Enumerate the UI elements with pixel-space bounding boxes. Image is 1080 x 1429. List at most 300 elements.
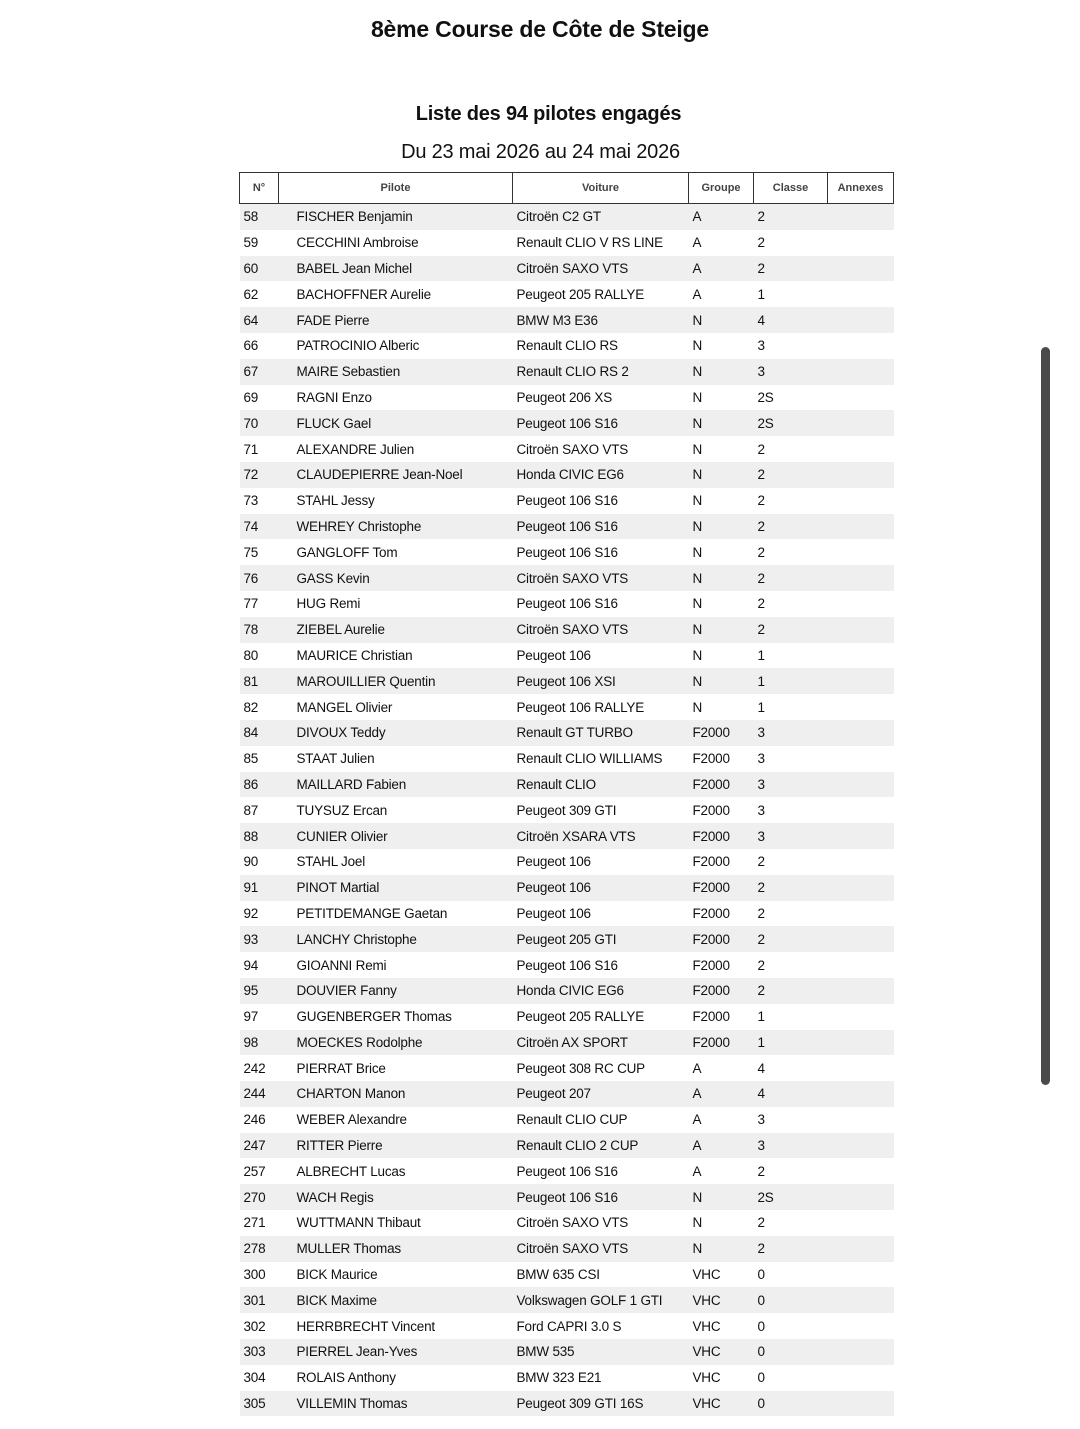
cell-class: 1 (757, 286, 765, 302)
cell-number: 77 (243, 596, 259, 612)
table-row (240, 410, 894, 436)
cell-car: Citroën SAXO VTS (516, 441, 629, 457)
column-header-car: Voiture (513, 173, 689, 204)
cell-group: N (692, 312, 703, 328)
cell-number: 72 (243, 467, 259, 483)
cell-annexes (828, 1287, 894, 1313)
cell-annexes (828, 204, 894, 230)
cell-number: 91 (243, 880, 259, 896)
cell-number: 246 (243, 1112, 266, 1128)
cell-annexes (828, 1004, 894, 1030)
cell-class: 2 (757, 467, 765, 483)
table-row (240, 436, 894, 462)
cell-class: 2 (757, 1241, 765, 1257)
cell-group: VHC (692, 1267, 721, 1283)
cell-group: A (692, 1138, 702, 1154)
cell-annexes (828, 1133, 894, 1159)
cell-number: 73 (243, 493, 259, 509)
cell-group: N (692, 1241, 703, 1257)
cell-class: 0 (757, 1318, 765, 1334)
table-row (240, 488, 894, 514)
cell-number: 98 (243, 1034, 259, 1050)
cell-annexes (828, 643, 894, 669)
cell-class: 2 (757, 1163, 765, 1179)
cell-number: 66 (243, 338, 259, 354)
cell-number: 81 (243, 673, 259, 689)
cell-class: 1 (757, 699, 765, 715)
table-row (240, 462, 894, 488)
cell-class: 2S (757, 1189, 774, 1205)
cell-pilot: MAILLARD Fabien (296, 776, 407, 792)
cell-class: 4 (757, 1086, 765, 1102)
cell-group: N (692, 389, 703, 405)
table-row (240, 539, 894, 565)
cell-car: Peugeot 205 GTI (516, 931, 617, 947)
cell-annexes (828, 746, 894, 772)
cell-annexes (828, 1210, 894, 1236)
cell-annexes (828, 694, 894, 720)
table-row (240, 643, 894, 669)
cell-class: 2S (757, 389, 774, 405)
cell-group: VHC (692, 1370, 721, 1386)
cell-class: 2 (757, 235, 765, 251)
cell-group: A (692, 286, 702, 302)
cell-annexes (828, 230, 894, 256)
cell-group: F2000 (692, 931, 730, 947)
table-row (240, 1262, 894, 1288)
cell-car: Peugeot 106 S16 (516, 415, 618, 431)
cell-car: Renault CLIO RS (516, 338, 618, 354)
cell-group: VHC (692, 1344, 721, 1360)
cell-car: BMW 323 E21 (516, 1370, 602, 1386)
cell-pilot: DOUVIER Fanny (296, 983, 397, 999)
cell-annexes (828, 1313, 894, 1339)
cell-number: 301 (243, 1292, 266, 1308)
cell-group: A (692, 235, 702, 251)
cell-pilot: PINOT Martial (296, 880, 380, 896)
cell-pilot: CECCHINI Ambroise (296, 235, 419, 251)
cell-pilot: LANCHY Christophe (296, 931, 417, 947)
cell-number: 270 (243, 1189, 266, 1205)
cell-class: 2 (757, 260, 765, 276)
cell-car: Renault CLIO 2 CUP (516, 1138, 639, 1154)
cell-annexes (828, 1339, 894, 1365)
cell-annexes (828, 668, 894, 694)
cell-pilot: WEBER Alexandre (296, 1112, 407, 1128)
cell-pilot: GASS Kevin (296, 570, 370, 586)
cell-class: 2 (757, 854, 765, 870)
cell-pilot: PETITDEMANGE Gaetan (296, 905, 448, 921)
cell-car: Renault CLIO V RS LINE (516, 235, 663, 251)
table-row (240, 514, 894, 540)
cell-annexes (828, 359, 894, 385)
entry-list-subtitle: Liste des 94 pilotes engagés (415, 103, 682, 125)
cell-car: BMW M3 E36 (516, 312, 598, 328)
cell-pilot: VILLEMIN Thomas (296, 1396, 408, 1412)
cell-number: 97 (243, 1009, 259, 1025)
cell-annexes (828, 901, 894, 927)
cell-car: Citroën SAXO VTS (516, 622, 629, 638)
cell-number: 305 (243, 1396, 266, 1412)
table-row (240, 1133, 894, 1159)
cell-class: 2 (757, 931, 765, 947)
cell-annexes (828, 488, 894, 514)
cell-annexes (828, 849, 894, 875)
cell-class: 2S (757, 415, 774, 431)
table-row (240, 978, 894, 1004)
entry-list-table (239, 172, 894, 1416)
cell-car: Peugeot 106 S16 (516, 1163, 618, 1179)
cell-group: N (692, 647, 703, 663)
cell-group: N (692, 441, 703, 457)
cell-group: N (692, 1215, 703, 1231)
cell-annexes (828, 1107, 894, 1133)
table-header-row (240, 173, 894, 204)
cell-class: 2 (757, 622, 765, 638)
cell-pilot: CUNIER Olivier (296, 828, 388, 844)
cell-car: Peugeot 106 S16 (516, 544, 618, 560)
cell-group: F2000 (692, 983, 730, 999)
cell-class: 3 (757, 338, 765, 354)
cell-class: 1 (757, 673, 765, 689)
cell-car: Peugeot 205 RALLYE (516, 286, 644, 302)
cell-number: 303 (243, 1344, 266, 1360)
cell-pilot: STAAT Julien (296, 751, 375, 767)
cell-group: N (692, 518, 703, 534)
table-row (240, 617, 894, 643)
cell-car: Honda CIVIC EG6 (516, 467, 624, 483)
cell-class: 2 (757, 905, 765, 921)
cell-pilot: GANGLOFF Tom (296, 544, 398, 560)
table-row (240, 1158, 894, 1184)
cell-class: 3 (757, 725, 765, 741)
cell-pilot: FISCHER Benjamin (296, 209, 413, 225)
cell-pilot: ALBRECHT Lucas (296, 1163, 406, 1179)
cell-number: 278 (243, 1241, 266, 1257)
table-row (240, 1081, 894, 1107)
cell-annexes (828, 462, 894, 488)
cell-group: A (692, 1060, 702, 1076)
cell-annexes (828, 1030, 894, 1056)
cell-class: 3 (757, 364, 765, 380)
cell-number: 304 (243, 1370, 266, 1386)
cell-class: 1 (757, 647, 765, 663)
cell-car: Citroën C2 GT (516, 209, 601, 225)
column-header-number: N° (240, 173, 279, 204)
cell-annexes (828, 952, 894, 978)
cell-annexes (828, 1081, 894, 1107)
cell-car: Renault CLIO WILLIAMS (516, 751, 663, 767)
table-row (240, 1184, 894, 1210)
cell-class: 2 (757, 983, 765, 999)
cell-class: 2 (757, 570, 765, 586)
cell-car: Citroën SAXO VTS (516, 260, 629, 276)
cell-number: 58 (243, 209, 259, 225)
cell-class: 2 (757, 880, 765, 896)
table-row (240, 901, 894, 927)
cell-car: Citroën SAXO VTS (516, 570, 629, 586)
cell-group: N (692, 699, 703, 715)
cell-number: 84 (243, 725, 259, 741)
cell-annexes (828, 1055, 894, 1081)
cell-number: 86 (243, 776, 259, 792)
table-row (240, 307, 894, 333)
cell-annexes (828, 1262, 894, 1288)
cell-group: F2000 (692, 776, 730, 792)
table-row (240, 1055, 894, 1081)
table-row (240, 952, 894, 978)
cell-car: Peugeot 309 GTI 16S (516, 1396, 644, 1412)
cell-number: 59 (243, 235, 259, 251)
cell-class: 3 (757, 776, 765, 792)
cell-car: Citroën SAXO VTS (516, 1215, 629, 1231)
cell-pilot: MAURICE Christian (296, 647, 413, 663)
cell-number: 85 (243, 751, 259, 767)
cell-pilot: BABEL Jean Michel (296, 260, 412, 276)
cell-annexes (828, 514, 894, 540)
cell-group: N (692, 364, 703, 380)
cell-number: 75 (243, 544, 259, 560)
cell-pilot: ROLAIS Anthony (296, 1370, 396, 1386)
cell-pilot: MAIRE Sebastien (296, 364, 401, 380)
cell-class: 1 (757, 1034, 765, 1050)
cell-class: 2 (757, 441, 765, 457)
cell-class: 2 (757, 493, 765, 509)
cell-pilot: GIOANNI Remi (296, 957, 387, 973)
cell-group: N (692, 544, 703, 560)
table-row (240, 772, 894, 798)
table-row (240, 385, 894, 411)
cell-annexes (828, 617, 894, 643)
table-row (240, 1030, 894, 1056)
column-header-annexes: Annexes (828, 173, 894, 204)
table-row (240, 256, 894, 282)
cell-group: N (692, 415, 703, 431)
table-row (240, 591, 894, 617)
cell-car: Citroën SAXO VTS (516, 1241, 629, 1257)
column-header-pilot: Pilote (279, 173, 513, 204)
cell-group: N (692, 338, 703, 354)
cell-number: 242 (243, 1060, 266, 1076)
cell-pilot: RAGNI Enzo (296, 389, 372, 405)
cell-pilot: MAROUILLIER Quentin (296, 673, 436, 689)
cell-pilot: CLAUDEPIERRE Jean-Noel (296, 467, 463, 483)
cell-group: F2000 (692, 725, 730, 741)
cell-car: Peugeot 106 XSI (516, 673, 616, 689)
cell-group: A (692, 260, 702, 276)
cell-number: 80 (243, 647, 259, 663)
cell-group: N (692, 596, 703, 612)
column-header-class: Classe (754, 173, 828, 204)
cell-car: Peugeot 106 S16 (516, 957, 618, 973)
cell-class: 3 (757, 828, 765, 844)
cell-car: Peugeot 106 (516, 854, 591, 870)
cell-class: 2 (757, 596, 765, 612)
cell-annexes (828, 797, 894, 823)
cell-car: Peugeot 207 (516, 1086, 591, 1102)
table-row (240, 694, 894, 720)
cell-class: 3 (757, 1112, 765, 1128)
cell-annexes (828, 1184, 894, 1210)
cell-pilot: HUG Remi (296, 596, 361, 612)
cell-annexes (828, 410, 894, 436)
cell-class: 0 (757, 1396, 765, 1412)
table-row (240, 823, 894, 849)
cell-number: 90 (243, 854, 259, 870)
cell-pilot: MANGEL Olivier (296, 699, 393, 715)
cell-car: Renault CLIO RS 2 (516, 364, 629, 380)
cell-group: N (692, 673, 703, 689)
cell-annexes (828, 823, 894, 849)
cell-annexes (828, 591, 894, 617)
cell-number: 74 (243, 518, 259, 534)
cell-class: 2 (757, 209, 765, 225)
cell-number: 78 (243, 622, 259, 638)
cell-group: A (692, 1086, 702, 1102)
cell-class: 2 (757, 544, 765, 560)
cell-pilot: PATROCINIO Alberic (296, 338, 420, 354)
cell-car: Ford CAPRI 3.0 S (516, 1318, 622, 1334)
cell-annexes (828, 307, 894, 333)
cell-pilot: MOECKES Rodolphe (296, 1034, 423, 1050)
cell-car: Peugeot 106 (516, 905, 591, 921)
table-row (240, 1004, 894, 1030)
cell-annexes (828, 772, 894, 798)
cell-pilot: BICK Maxime (296, 1292, 377, 1308)
table-row (240, 1210, 894, 1236)
cell-pilot: WUTTMANN Thibaut (296, 1215, 421, 1231)
cell-pilot: ALEXANDRE Julien (296, 441, 415, 457)
cell-class: 2 (757, 957, 765, 973)
cell-annexes (828, 720, 894, 746)
cell-car: Peugeot 106 S16 (516, 518, 618, 534)
cell-pilot: TUYSUZ Ercan (296, 802, 388, 818)
table-row (240, 1107, 894, 1133)
table-row (240, 668, 894, 694)
cell-annexes (828, 978, 894, 1004)
cell-group: F2000 (692, 1034, 730, 1050)
cell-annexes (828, 385, 894, 411)
cell-car: Peugeot 106 (516, 880, 591, 896)
table-row (240, 333, 894, 359)
cell-pilot: WEHREY Christophe (296, 518, 422, 534)
cell-number: 70 (243, 415, 259, 431)
cell-group: N (692, 493, 703, 509)
table-row (240, 565, 894, 591)
cell-group: N (692, 1189, 703, 1205)
cell-pilot: WACH Regis (296, 1189, 374, 1205)
cell-pilot: ZIEBEL Aurelie (296, 622, 385, 638)
cell-class: 3 (757, 802, 765, 818)
cell-car: Peugeot 205 RALLYE (516, 1009, 644, 1025)
table-row (240, 1313, 894, 1339)
table-row (240, 746, 894, 772)
cell-group: A (692, 1163, 702, 1179)
cell-number: 64 (243, 312, 259, 328)
cell-annexes (828, 565, 894, 591)
event-date-range: Du 23 mai 2026 au 24 mai 2026 (401, 141, 680, 163)
table-row (240, 926, 894, 952)
table-row (240, 720, 894, 746)
cell-annexes (828, 256, 894, 282)
cell-number: 60 (243, 260, 259, 276)
cell-pilot: PIERRAT Brice (296, 1060, 386, 1076)
cell-group: F2000 (692, 802, 730, 818)
cell-class: 2 (757, 1215, 765, 1231)
cell-group: VHC (692, 1396, 721, 1412)
vertical-scrollbar[interactable] (1041, 347, 1050, 1085)
cell-number: 93 (243, 931, 259, 947)
cell-class: 4 (757, 312, 765, 328)
table-row (240, 1287, 894, 1313)
cell-group: F2000 (692, 854, 730, 870)
table-row (240, 281, 894, 307)
cell-annexes (828, 1365, 894, 1391)
cell-number: 271 (243, 1215, 266, 1231)
cell-car: Peugeot 106 (516, 647, 591, 663)
cell-pilot: BICK Maurice (296, 1267, 378, 1283)
cell-annexes (828, 1158, 894, 1184)
cell-car: Renault CLIO (516, 776, 596, 792)
cell-number: 88 (243, 828, 259, 844)
cell-pilot: FLUCK Gael (296, 415, 372, 431)
cell-pilot: HERRBRECHT Vincent (296, 1318, 435, 1334)
cell-car: Peugeot 309 GTI (516, 802, 617, 818)
cell-class: 3 (757, 1138, 765, 1154)
table-row (240, 875, 894, 901)
cell-class: 4 (757, 1060, 765, 1076)
cell-annexes (828, 1236, 894, 1262)
cell-group: VHC (692, 1292, 721, 1308)
cell-group: A (692, 209, 702, 225)
cell-pilot: GUGENBERGER Thomas (296, 1009, 452, 1025)
cell-car: Peugeot 106 S16 (516, 1189, 618, 1205)
cell-number: 95 (243, 983, 259, 999)
table-row (240, 1236, 894, 1262)
cell-car: Peugeot 106 S16 (516, 596, 618, 612)
cell-car: Renault GT TURBO (516, 725, 633, 741)
cell-pilot: FADE Pierre (296, 312, 370, 328)
cell-pilot: STAHL Joel (296, 854, 366, 870)
cell-number: 71 (243, 441, 259, 457)
table-body (240, 204, 894, 1417)
cell-annexes (828, 436, 894, 462)
cell-class: 0 (757, 1292, 765, 1308)
table-row (240, 359, 894, 385)
cell-annexes (828, 1391, 894, 1417)
cell-number: 82 (243, 699, 259, 715)
cell-number: 67 (243, 364, 259, 380)
cell-annexes (828, 539, 894, 565)
cell-car: Renault CLIO CUP (516, 1112, 628, 1128)
cell-class: 3 (757, 751, 765, 767)
cell-pilot: MULLER Thomas (296, 1241, 401, 1257)
table-row (240, 797, 894, 823)
cell-annexes (828, 926, 894, 952)
cell-annexes (828, 875, 894, 901)
table-row (240, 230, 894, 256)
cell-number: 300 (243, 1267, 266, 1283)
cell-number: 92 (243, 905, 259, 921)
cell-class: 0 (757, 1370, 765, 1386)
cell-class: 2 (757, 518, 765, 534)
table-row (240, 204, 894, 230)
cell-car: Peugeot 308 RC CUP (516, 1060, 645, 1076)
cell-group: VHC (692, 1318, 721, 1334)
cell-group: F2000 (692, 1009, 730, 1025)
cell-annexes (828, 333, 894, 359)
table-row (240, 1339, 894, 1365)
